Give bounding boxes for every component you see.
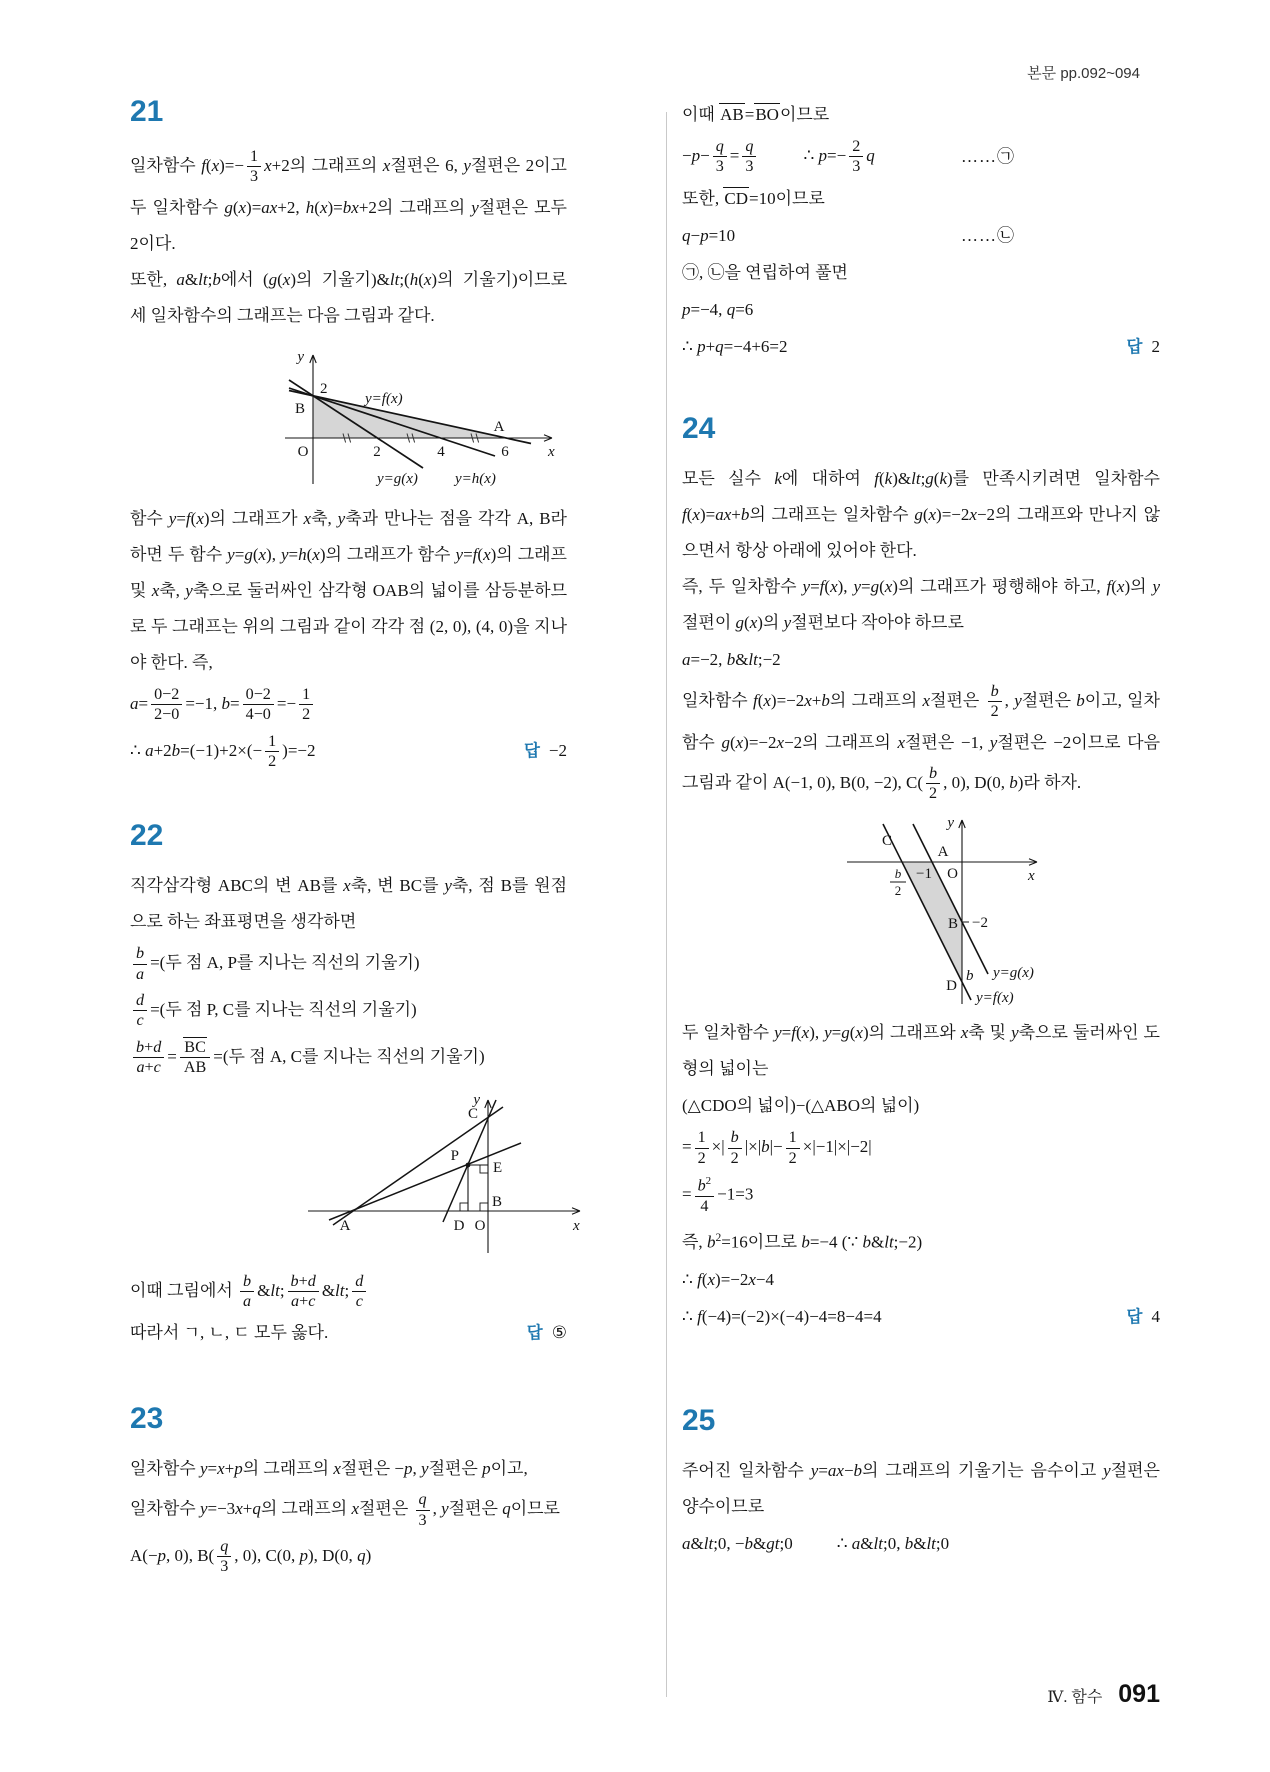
p24-math-0: a=−2, b&lt;−2 [682,649,781,669]
y-axis-label: y [473,1091,480,1108]
problem-number-24: 24 [682,411,716,445]
origin-label: O [947,866,958,883]
equation-tag-2: ……㉡ [961,225,1015,245]
point-b-label: B [492,1193,503,1210]
p22-text-1: 직각삼각형 ABC의 변 AB를 x축, 변 BC를 y축, 점 B를 원점으로 하는 좌표평면을 생각하면 [130,876,567,932]
line-f-label: y=f(x) [976,990,1014,1007]
p22-math-4: 이때 그림에서 $\frac{b}{a}$ &lt; $\frac{b+d}{a+c}$ &lt; $\frac{d}{c}$ [130,1269,567,1315]
graph-three-lines [263,346,563,491]
point-a-label: A [937,844,949,861]
graph-parallel-lines [752,814,1072,1009]
p21-text-3: 함수 y=f(x)의 그래프가 x축, y축과 만나는 점을 각각 A, B라 하면 두 함수 y=g(x), y=h(x)의 그래프가 함수 y=f(x)의 그래프 및 x축, y축으로 둘러싸인 삼각형 OAB의 넓이를 삼등분하므로 두 그래프는 위의 그림과 같이 각각 점 (2, 0), (4, 0)을 지나야 한다. 즉, [130,508,567,672]
p24-text-2: 즉, 두 일차함수 y=f(x), y=g(x)의 그래프가 평행해야 하고, f(x)의 y절편이 g(x)의 y절편보다 작아야 하므로 [682,576,1160,632]
page-footer [1047,1680,1160,1709]
x-axis-label: x [1028,868,1035,885]
point-d-label: D [946,978,957,995]
origin-label: O [297,443,309,460]
line-g-label: y=g(x) [993,965,1034,982]
line-f-label: y=f(x) [365,390,403,407]
p23c-line-3: 또한, CD=10이므로 [682,188,825,208]
point-p-label: P [450,1147,459,1164]
right-column [682,96,1160,1563]
answer-value: 4 [1151,1306,1160,1326]
point-e-label: E [493,1159,503,1176]
p24-math-2: = $\frac{1}{2}$ ×| $\frac{b}{2}$ |×|b|− $\frac{1}{2}$ ×|−1|×|−2| [682,1129,872,1167]
p24-math-5: ∴ f(x)=−2x−4 [682,1269,775,1289]
source-ref: 본문 pp.092~094 [1027,65,1140,82]
p21-answer-row [130,729,567,775]
p23c-line-2: −p− $\frac{q}{3}$ = $\frac{q}{3}$ ∴ p=− $\frac{2}{3}$ q [682,138,875,176]
answer-24 [1127,1299,1160,1335]
problem-23-continued [682,97,1160,365]
right-angle-mark-d [460,1203,468,1211]
point-a-label: A [339,1217,351,1234]
figure-problem-22 [293,1091,580,1261]
line-ac [333,1107,503,1225]
answer-23 [1127,329,1160,365]
p25-text-1: 주어진 일차함수 y=ax−b의 그래프의 기울기는 음수이고 y절편은 양수이므로 [682,1460,1160,1516]
answer-22 [527,1315,567,1351]
p23-math-1: A(−p, 0), B( $\frac{q}{3}$ , 0), C(0, p), D(0, q) [130,1538,372,1576]
frac-b2-numerator: b [894,866,902,882]
graph-right-triangle-slopes [293,1091,593,1261]
x-axis-label: x [548,443,555,460]
problem-21 [130,96,567,774]
p24-math-4: 즉, $b^2=16$이므로 b=−4 (∵ b&lt;−2) [682,1231,923,1252]
point-c-label: C [881,833,892,850]
equation-tag-1: ……㉠ [961,146,1015,166]
left-column [130,95,580,1581]
right-angle-mark-origin [480,1203,488,1211]
answer-21 [524,733,567,769]
point-b-label: B [294,400,306,417]
p23c-eq-row-1 [682,134,1160,180]
answer-badge: 답 [1126,1307,1143,1326]
p24-math-6: ∴ f(−4)=(−2)×(−4)−4=8−4=4 [682,1306,882,1326]
answer-value: 2 [1151,336,1160,356]
problem-number-23: 23 [130,1402,164,1436]
p21-math-1: a= $\frac{0-2}{2-0}$ =−1, b= $\frac{0-2}{4-0}$ =− $\frac{1}{2}$ [130,682,567,728]
point-d-label: D [453,1217,465,1234]
point-b-label: B [947,916,958,933]
problem-number-21: 21 [130,95,164,128]
b-intercept-label: b [966,968,974,985]
p24-text-3: 일차함수 f(x)=−2x+b의 그래프의 x절편은 $\frac{b}{2}$ , y절편은 b이고, 일차함수 g(x)=−2x−2의 그래프의 x절편은 −1, y절편은 −2이므로 다음 그림과 같이 A(−1, 0), B(0, −2), C( $\frac{b}{2}$ , 0), D(0, b)라 하자. [682,682,1160,802]
p23c-line-7: ∴ p+q=−4+6=2 [682,336,788,356]
minus2-label: −2 [972,915,988,932]
p24-math-3: = $\frac{b^2}{4}$ −1=3 [682,1175,754,1215]
p23-text-2: 일차함수 y=−3x+q의 그래프의 x절편은 $\frac{q}{3}$ , y절편은 q이므로 [130,1491,560,1529]
p21-math-2: ∴ a+2b=(−1)+2×(− $\frac{1}{2}$ )=−2 [130,732,316,770]
line-h-label: y=h(x) [455,470,496,487]
p23-text-1: 일차함수 y=x+p의 그래프의 x절편은 −p, y절편은 p이고, [130,1459,528,1479]
line-g-label: y=g(x) [377,470,418,487]
frac-b2-denominator: 2 [894,883,902,899]
tick-4-label: 4 [437,443,445,460]
p22-math-2: $\frac{d}{c}$ =(두 점 P, C를 지나는 직선의 기울기) [130,988,567,1034]
figure-problem-24 [752,814,1160,1009]
p23c-line-1: 이때 AB=BO이므로 [682,105,830,124]
p24-math-1: (△CDO의 넓이)−(△ABO의 넓이) [682,1096,920,1116]
page-header [1027,62,1140,83]
p24-answer-row [682,1299,1160,1335]
p22-math-1: $\frac{b}{a}$ =(두 점 A, P를 지나는 직선의 기울기) [130,941,567,987]
answer-badge: 답 [523,742,540,761]
tick-2-label: 2 [373,443,381,460]
p23c-line-6: p=−4, q=6 [682,299,754,319]
y-axis-label: y [297,348,304,365]
problem-24 [682,413,1160,1335]
right-angle-mark-e [480,1165,488,1173]
p23c-eq-row-2 [682,218,1160,254]
answer-badge: 답 [526,1324,543,1343]
answer-badge: 답 [1126,337,1143,356]
problem-22 [130,819,580,1351]
origin-label: O [474,1217,486,1234]
chapter-label: Ⅳ. 함수 [1047,1689,1103,1706]
column-divider [666,112,667,1697]
p22-math-5: 따라서 ㄱ, ㄴ, ㄷ 모두 옳다. [130,1323,329,1343]
minus1-label: −1 [916,866,932,883]
problem-number-25: 25 [682,1403,716,1437]
p25-math-1: a&lt;0, −b&gt;0 ∴ a&lt;0, b&lt;0 [682,1533,950,1553]
page-number: 091 [1118,1680,1160,1708]
p24-text-1: 모든 실수 k에 대하여 f(k)&lt;g(k)를 만족시키려면 일차함수 f(x)=ax+b의 그래프는 일차함수 g(x)=−2x−2의 그래프와 만나지 않으면서 항상 아래에 있어야 한다. [682,468,1160,560]
figure-problem-21 [263,346,567,491]
problem-23 [130,1403,567,1580]
point-p-dot [466,1162,471,1167]
y-intercept-2-label: 2 [320,380,328,397]
p22-math-3: $\frac{b+d}{a+c}$ = $\frac{BC}{AB}$ =(두 점 A, C를 지나는 직선의 기울기) [130,1035,567,1081]
p24-text-4: 두 일차함수 y=f(x), y=g(x)의 그래프와 x축 및 y축으로 둘러싸인 도형의 넓이는 [682,1023,1160,1079]
p22-answer-row [130,1315,567,1351]
x-axis-label: x [573,1217,580,1234]
p21-text-2: 또한, a&lt;b에서 (g(x)의 기울기)&lt;(h(x)의 기울기)이므로 세 일차함수의 그래프는 다음 그림과 같다. [130,269,567,325]
point-c-label: C [467,1105,478,1122]
answer-value: ⑤ [551,1323,567,1343]
y-axis-label: y [947,815,954,832]
answer-value: −2 [548,741,567,761]
p23c-line-5: ㉠, ㉡을 연립하여 풀면 [682,262,848,282]
p23-answer-row [682,329,1160,365]
problem-number-22: 22 [130,819,164,853]
problem-25 [682,1405,1160,1562]
p23c-line-4: q−p=10 [682,225,736,245]
point-a-label: A [493,418,505,435]
tick-6-label: 6 [501,443,509,460]
p21-text-1: 일차함수 f(x)=− $\frac{1}{3}$ x+2의 그래프의 x절편은 6, y절편은 2이고 두 일차함수 g(x)=ax+2, h(x)=bx+2의 그래프의 y절편은 모두 2이다. [130,148,567,253]
